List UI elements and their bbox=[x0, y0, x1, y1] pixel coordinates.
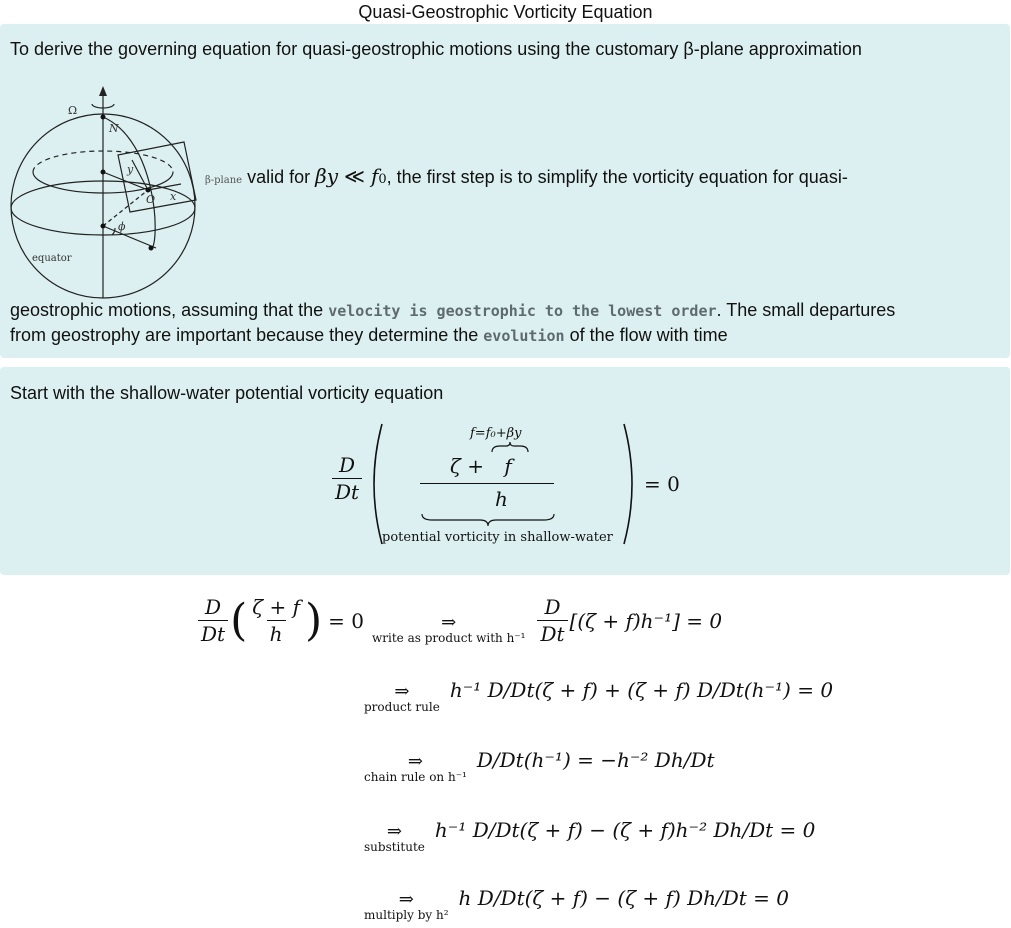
code-evolution: evolution bbox=[483, 327, 565, 345]
step-label: product rule bbox=[364, 700, 440, 714]
meridian bbox=[103, 117, 155, 250]
f-symbol: f bbox=[504, 454, 512, 478]
tangent-plane bbox=[118, 142, 196, 212]
intro-cell bbox=[0, 24, 1010, 358]
fraction-bar bbox=[420, 483, 554, 484]
equator-dot bbox=[149, 246, 154, 251]
arrow-symbol: ⇒ bbox=[398, 889, 414, 910]
op-d: D bbox=[339, 453, 356, 477]
underbrace bbox=[420, 512, 556, 526]
derivation-line-4 bbox=[364, 806, 815, 854]
step-3-rhs: D/Dt(h⁻¹) = −h⁻² Dh/Dt bbox=[476, 748, 715, 772]
overbrace bbox=[490, 442, 530, 454]
x-label: x bbox=[170, 190, 177, 203]
step-1-rhs: [(ζ + f)h⁻¹] = 0 bbox=[569, 608, 723, 633]
material-derivative bbox=[332, 454, 362, 503]
step-label: multiply by h² bbox=[364, 908, 449, 922]
flow-with-time-text: of the flow with time bbox=[569, 325, 728, 345]
top-dot bbox=[101, 170, 106, 175]
geostrophic-motions-text: geostrophic motions, assuming that the bbox=[10, 300, 324, 320]
derivation-line-5 bbox=[364, 874, 789, 922]
lhs-close-paren: ) bbox=[304, 594, 323, 646]
radius-dashed bbox=[103, 190, 148, 226]
d-dt: $\frac{D}{Dt}$ bbox=[537, 596, 567, 645]
y-axis bbox=[132, 160, 148, 190]
derivation-line-2 bbox=[364, 666, 833, 714]
intro-line-4 bbox=[10, 323, 728, 348]
beta-plane-label: β-plane bbox=[205, 175, 243, 186]
much-less-than: ≪ bbox=[344, 164, 365, 188]
step-label: chain rule on h⁻¹ bbox=[364, 770, 467, 784]
derivation-line-1 bbox=[196, 596, 722, 645]
arrow-symbol: ⇒ bbox=[386, 821, 402, 842]
equator-label: equator bbox=[32, 253, 72, 264]
arrow-symbol: ⇒ bbox=[407, 751, 423, 772]
omega-label: Ω bbox=[68, 104, 78, 117]
code-velocity-geostrophic: velocity is geostrophic to the lowest order bbox=[328, 302, 717, 320]
intro-line-2 bbox=[205, 164, 848, 189]
equals-zero: = 0 bbox=[644, 472, 680, 496]
lhs-dt: Dt bbox=[198, 620, 228, 645]
lhs-d-dt bbox=[198, 596, 228, 645]
origin-label: O bbox=[146, 193, 156, 206]
lhs-num: ζ + f bbox=[252, 595, 300, 619]
f-zero-subscript: 0 bbox=[378, 172, 387, 187]
left-paren bbox=[366, 422, 386, 546]
step-3-arrow bbox=[364, 751, 467, 784]
from-geostrophy-text: from geostrophy are important because they determine the bbox=[10, 325, 479, 345]
lhs-open-paren: ( bbox=[230, 594, 248, 646]
beta-plane-diagram-figure bbox=[6, 60, 206, 300]
derivation-line-3 bbox=[364, 736, 715, 784]
step-label: substitute bbox=[364, 840, 425, 854]
section-heading: Start with the shallow-water potential vorticity equation bbox=[10, 383, 444, 403]
pv-equation-cell bbox=[0, 367, 1010, 575]
step-2-rhs: h⁻¹ D/Dt(ζ + f) + (ζ + f) D/Dt(h⁻¹) = 0 bbox=[449, 678, 834, 702]
f-definition: f=f₀+βy bbox=[470, 426, 522, 441]
step-4-arrow bbox=[364, 821, 425, 854]
f-zero: f bbox=[370, 164, 379, 188]
step-5-arrow bbox=[364, 889, 449, 922]
center-dot bbox=[101, 224, 106, 229]
equator-radius bbox=[103, 226, 156, 248]
op-dt: Dt bbox=[332, 478, 362, 503]
lhs-d: D bbox=[205, 595, 222, 619]
step-2-arrow bbox=[364, 681, 440, 714]
arrow-symbol: ⇒ bbox=[394, 681, 410, 702]
intro-line-1: To derive the governing equation for quasi-geostrophic motions using the customary β-plane approximation bbox=[10, 39, 862, 59]
pv-equation bbox=[330, 422, 710, 562]
step-4-rhs: h⁻¹ D/Dt(ζ + f) − (ζ + f)h⁻² Dh/Dt = 0 bbox=[434, 818, 816, 842]
lhs-equals: = 0 bbox=[328, 608, 364, 633]
step-label: write as product with h⁻¹ bbox=[371, 630, 526, 645]
y-label: y bbox=[127, 163, 134, 176]
lhs-den: h bbox=[267, 620, 286, 645]
north-label: N bbox=[109, 122, 119, 135]
underbrace-label: potential vorticity in shallow-water bbox=[382, 530, 613, 545]
north-dot bbox=[101, 115, 106, 120]
axis-arrowhead bbox=[99, 86, 107, 96]
phi-label: ϕ bbox=[118, 220, 126, 233]
step-1-arrow bbox=[371, 611, 526, 645]
beta-y: βy bbox=[315, 164, 338, 188]
phi-arc bbox=[112, 228, 115, 235]
valid-for-text: valid for bbox=[247, 167, 311, 187]
denominator-h: h bbox=[495, 487, 508, 511]
arrow-symbol: ⇒ bbox=[441, 611, 457, 633]
small-departures-text: . The small departures bbox=[716, 300, 896, 320]
lhs-fraction bbox=[249, 596, 303, 645]
first-step-text: , the first step is to simplify the vorticity equation for quasi- bbox=[386, 167, 848, 187]
step-5-rhs: h D/Dt(ζ + f) − (ζ + f) Dh/Dt = 0 bbox=[458, 886, 790, 910]
intro-line-3 bbox=[10, 298, 895, 323]
origin-dot bbox=[146, 188, 151, 193]
zeta-plus: ζ + bbox=[450, 454, 484, 478]
page-title: Quasi-Geostrophic Vorticity Equation bbox=[358, 2, 653, 22]
right-paren bbox=[620, 422, 640, 546]
numerator bbox=[450, 454, 512, 478]
